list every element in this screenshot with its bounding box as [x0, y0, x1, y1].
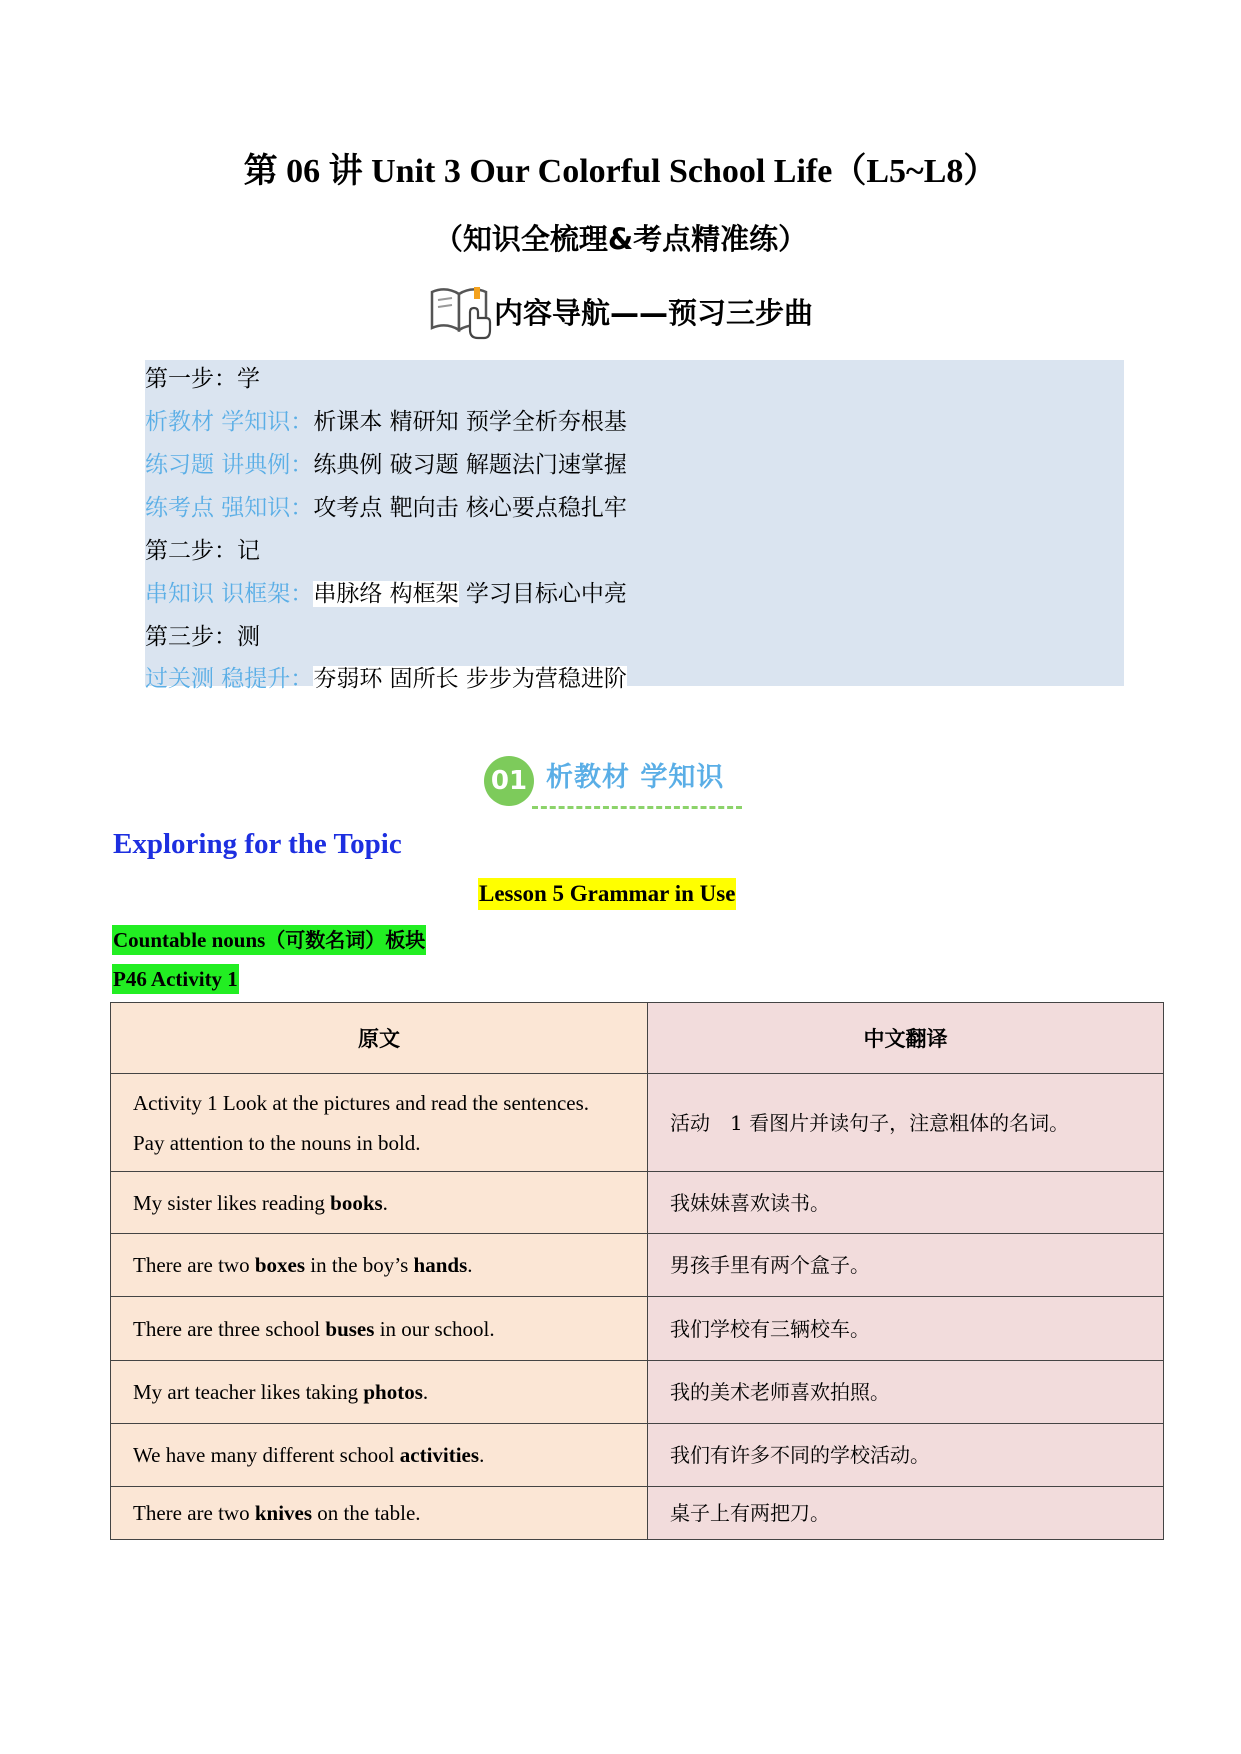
section-badge: [484, 750, 754, 814]
step-item: [145, 403, 627, 441]
table-row: [111, 1074, 1164, 1172]
translation-cell: 男孩手里有两个盒子。: [648, 1234, 1164, 1297]
exploring-heading: Exploring for the Topic: [113, 828, 402, 860]
bold-noun: activities: [399, 1443, 480, 1467]
countable-nouns-label: [112, 925, 426, 955]
column-header-translation: 中文翻译: [648, 1003, 1164, 1074]
table-header-row: [111, 1003, 1164, 1074]
table-row: [111, 1172, 1164, 1234]
original-text-cell: [111, 1234, 648, 1297]
translation-cell: 我们学校有三辆校车。: [648, 1297, 1164, 1361]
translation-cell: 桌子上有两把刀。: [648, 1487, 1164, 1540]
table-row: [111, 1361, 1164, 1424]
text-segment: There are three school: [133, 1316, 326, 1341]
text-segment: in the boy’s: [305, 1253, 414, 1277]
translation-cell: 活动 1 看图片并读句子，注意粗体的名词。: [648, 1074, 1164, 1172]
step-item-text-highlight: 串脉络 构框架: [313, 581, 459, 607]
bold-noun: buses: [325, 1316, 375, 1341]
nav-title: 内容导航——预习三步曲: [493, 295, 813, 330]
original-text-cell: [111, 1297, 648, 1361]
page-title: 第 06 讲 Unit 3 Our Colorful School Life（L5~L8）: [243, 153, 998, 190]
step-item: [145, 575, 627, 613]
translation-cell: 我的美术老师喜欢拍照。: [648, 1361, 1164, 1424]
activity-label: P46 Activity 1: [112, 964, 239, 994]
text-segment: .: [422, 1380, 429, 1404]
bold-noun: books: [330, 1190, 383, 1215]
translation-cell: 我妹妹喜欢读书。: [648, 1172, 1164, 1234]
step-item: [145, 489, 627, 527]
table-row: [111, 1234, 1164, 1297]
step-heading: 第一步：学: [145, 366, 260, 392]
text-segment: My sister likes reading: [133, 1190, 331, 1215]
section-label: 析教材 学知识: [546, 762, 725, 793]
bold-noun: boxes: [254, 1253, 306, 1277]
step-item-text: 学习目标心中亮: [458, 581, 627, 607]
step-item-text: 攻考点 靶向击 核心要点稳扎牢: [313, 495, 627, 521]
text-segment: in our school.: [374, 1316, 495, 1341]
original-text-cell: [111, 1074, 648, 1172]
text-segment: Activity 1 Look at the pictures and read the sentences. Pay attention to the nouns in bold.: [133, 1090, 590, 1155]
page-subtitle: （知识全梳理&考点精准练）: [433, 222, 808, 256]
lesson-heading: Lesson 5 Grammar in Use: [478, 878, 736, 910]
bold-noun: hands: [413, 1253, 468, 1277]
step-item-label: 串知识 识框架：: [145, 581, 314, 607]
column-header-original: 原文: [111, 1003, 648, 1074]
countable-nouns-cn: （可数名词）板块: [265, 928, 426, 952]
step-item: [145, 660, 627, 698]
three-steps-box: [145, 360, 1124, 692]
section-dash-divider: [532, 806, 742, 809]
original-text-cell: [111, 1424, 648, 1487]
step-item-text-highlight: 夯弱环 固所长 步步为营稳进阶: [313, 666, 627, 692]
bold-noun: knives: [254, 1501, 313, 1525]
text-segment: My art teacher likes taking: [133, 1380, 364, 1404]
text-segment: There are two: [133, 1501, 255, 1525]
text-segment: .: [382, 1190, 388, 1215]
text-segment: on the table.: [312, 1501, 421, 1525]
content-navigation-heading: [0, 282, 1241, 340]
original-text-cell: [111, 1361, 648, 1424]
step-item-label: 过关测 稳提升：: [145, 666, 314, 692]
step-item-label: 练考点 强知识：: [145, 495, 314, 521]
text-segment: .: [479, 1443, 485, 1467]
countable-nouns-en: Countable nouns: [113, 928, 266, 952]
step-item: [145, 446, 627, 484]
step-item-label: 析教材 学知识：: [145, 409, 314, 435]
step-heading: 第二步：记: [145, 538, 260, 564]
section-number: 01: [484, 756, 534, 806]
text-segment: We have many different school: [133, 1443, 400, 1467]
table-row: [111, 1424, 1164, 1487]
book-pointer-icon: [428, 282, 492, 340]
step-heading: 第三步：测: [145, 624, 260, 650]
original-text-cell: [111, 1172, 648, 1234]
text-segment: .: [467, 1253, 473, 1277]
table-row: [111, 1297, 1164, 1361]
translation-table: [110, 1002, 1164, 1540]
translation-cell: 我们有许多不同的学校活动。: [648, 1424, 1164, 1487]
step-item-text: 练典例 破习题 解题法门速掌握: [313, 452, 627, 478]
original-text-cell: [111, 1487, 648, 1540]
bold-noun: photos: [363, 1380, 423, 1404]
step-item-text: 析课本 精研知 预学全析夯根基: [313, 409, 627, 435]
table-row: [111, 1487, 1164, 1540]
text-segment: There are two: [133, 1253, 255, 1277]
step-item-label: 练习题 讲典例：: [145, 452, 314, 478]
